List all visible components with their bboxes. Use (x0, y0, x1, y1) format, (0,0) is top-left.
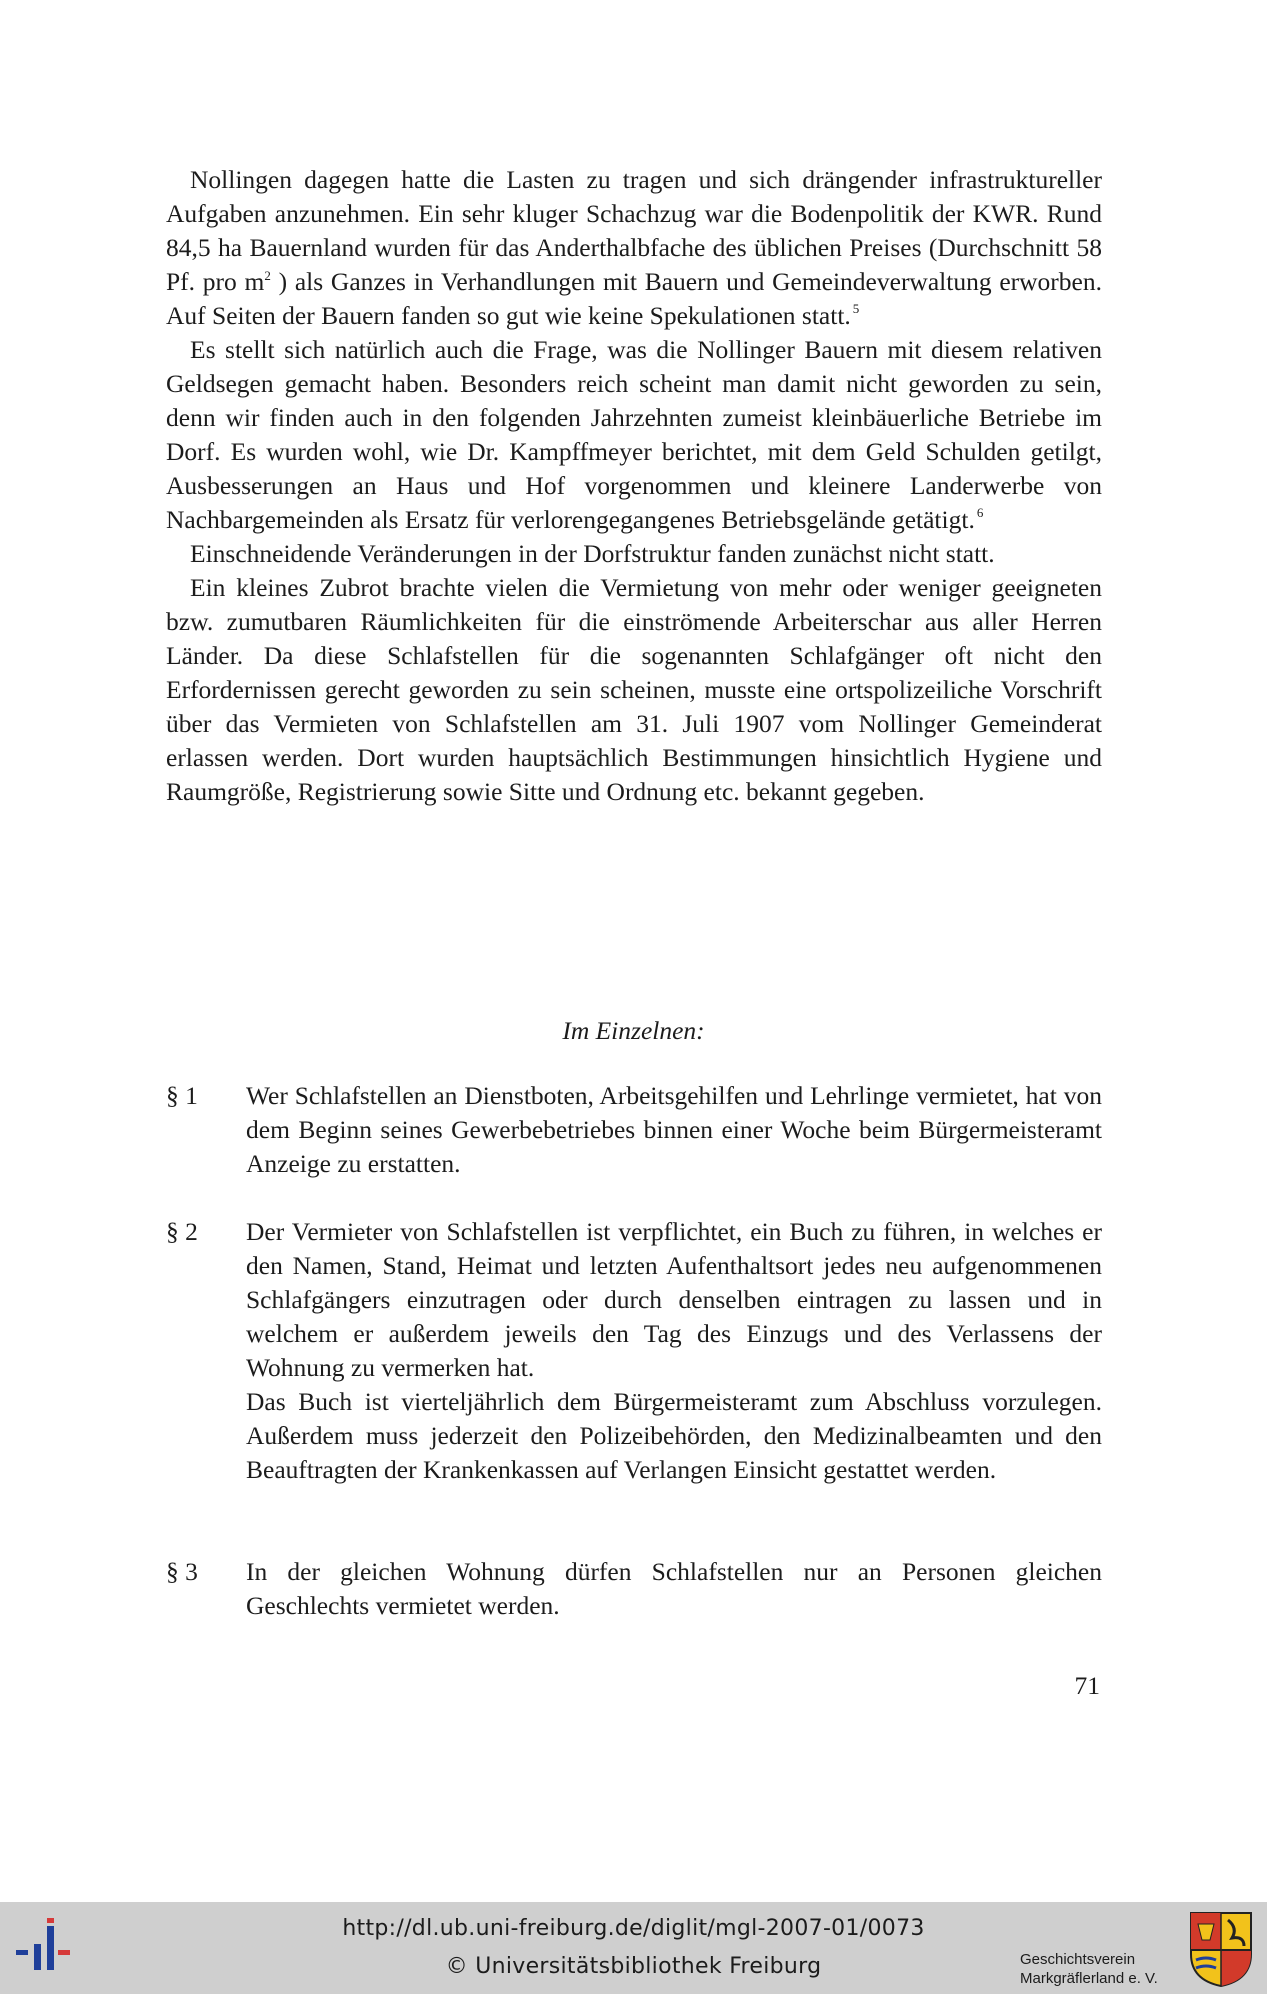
page-number: 71 (1074, 1671, 1100, 1700)
paragraph-number: § 1 (166, 1081, 198, 1110)
paragraph-text: Wer Schlafstellen an Dienstboten, Arbeitsgehilfen und Lehrlinge vermietet, hat von dem Beginn seines Gewerbebetriebes binnen einer Woche beim Bürgermeisteramt Anzeige zu erstatten. (246, 1081, 1102, 1178)
paragraph-number: § 2 (166, 1217, 198, 1246)
paragraph-text: In der gleichen Wohnung dürfen Schlafstellen nur an Personen gleichen Geschlechts vermietet werden. (246, 1557, 1102, 1620)
footer-bar (0, 1902, 1267, 1994)
superscript-2: 2 (264, 268, 271, 283)
coat-of-arms-icon (1188, 1910, 1254, 1988)
body-paragraph: Einschneidende Veränderungen in der Dorfstruktur fanden zunächst nicht statt. (190, 539, 995, 568)
regulation-paragraph (166, 1555, 1102, 1623)
footer-url-link[interactable]: http://dl.ub.uni-freiburg.de/diglit/mgl-2007-01/0073 (342, 1916, 925, 1941)
body-paragraph: Ein kleines Zubrot brachte vielen die Vermietung von mehr oder weniger geeigneten bzw. zumutbaren Räumlichkeiten für die einströmende Arbeiterschar aus aller Herren Länder. Da diese Schlafstellen für die sogenannten Schlafgänger oft nicht den Erfordernissen gerecht geworden zu sein scheinen, musste eine ortspolizeiliche Vorschrift über das Vermieten von Schlafstellen am 31. Juli 1907 vom Nollinger Gemeinderat erlassen werden. Dort wurden hauptsächlich Bestimmungen hinsichtlich Hygiene und Raumgröße, Registrierung sowie Sitte und Ordnung etc. bekannt gegeben. (166, 573, 1102, 806)
section-heading: Im Einzelnen: (562, 1016, 705, 1045)
body-paragraph: Nollingen dagegen hatte die Lasten zu tragen und sich drängender infrastruktureller Aufgaben anzunehmen. Ein sehr kluger Schachzug war die Bodenpolitik der KWR. Rund 84,5 ha Bauernland wurden für das Anderthalbfache des üblichen Preises (Durchschnitt 58 Pf. pro $m^2$ ) als Ganzes in Verhandlungen mit Bauern und Gemeindeverwaltung erworben. Auf Seiten der Bauern fanden so gut wie keine Spekulationen statt. $^5$ (166, 165, 1102, 330)
paragraph-number: § 3 (166, 1557, 198, 1586)
paragraph-text: Der Vermieter von Schlafstellen ist verpflichtet, ein Buch zu führen, in welches er den Namen, Stand, Heimat und letzten Aufenthaltsort jedes neu aufgenommenen Schlafgängers einzutragen oder durch denselben eintragen zu lassen und in welchem er außerdem jeweils den Tag des Einzugs und des Verlassens der Wohnung zu vermerken hat. Das Buch ist vierteljährlich dem Bürgermeisteramt zum Abschluss vorzulegen. Außerdem muss jederzeit den Polizeibehörden, den Medizinalbeamten und den Beauftragten der Krankenkassen auf Verlangen Einsicht gestattet werden. (246, 1217, 1102, 1484)
footer-copyright: © Universitätsbibliothek Freiburg (445, 1954, 822, 1979)
regulation-paragraph (166, 1215, 1102, 1487)
footer-society-name: Geschichtsverein Markgräflerland e. V. (1020, 1951, 1158, 1987)
body-paragraph: Es stellt sich natürlich auch die Frage, was die Nollinger Bauern mit diesem relativen Geldsegen gemacht haben. Besonders reich scheint man damit nicht geworden zu sein, denn wir finden auch in den folgenden Jahrzehnten zumeist kleinbäuerliche Betriebe im Dorf. Es wurden wohl, wie Dr. Kampffmeyer berichtet, mit dem Geld Schulden getilgt, Ausbesserungen an Haus und Hof vorgenommen und kleinere Landerwerbe von Nachbargemeinden als Ersatz für verlorengegangenes Betriebsgelände getätigt. $^6$ (166, 335, 1102, 534)
footnote-marker: 5 (852, 301, 860, 316)
regulation-paragraph (166, 1079, 1102, 1181)
body-text (166, 163, 1102, 809)
footnote-marker: 6 (976, 505, 984, 520)
